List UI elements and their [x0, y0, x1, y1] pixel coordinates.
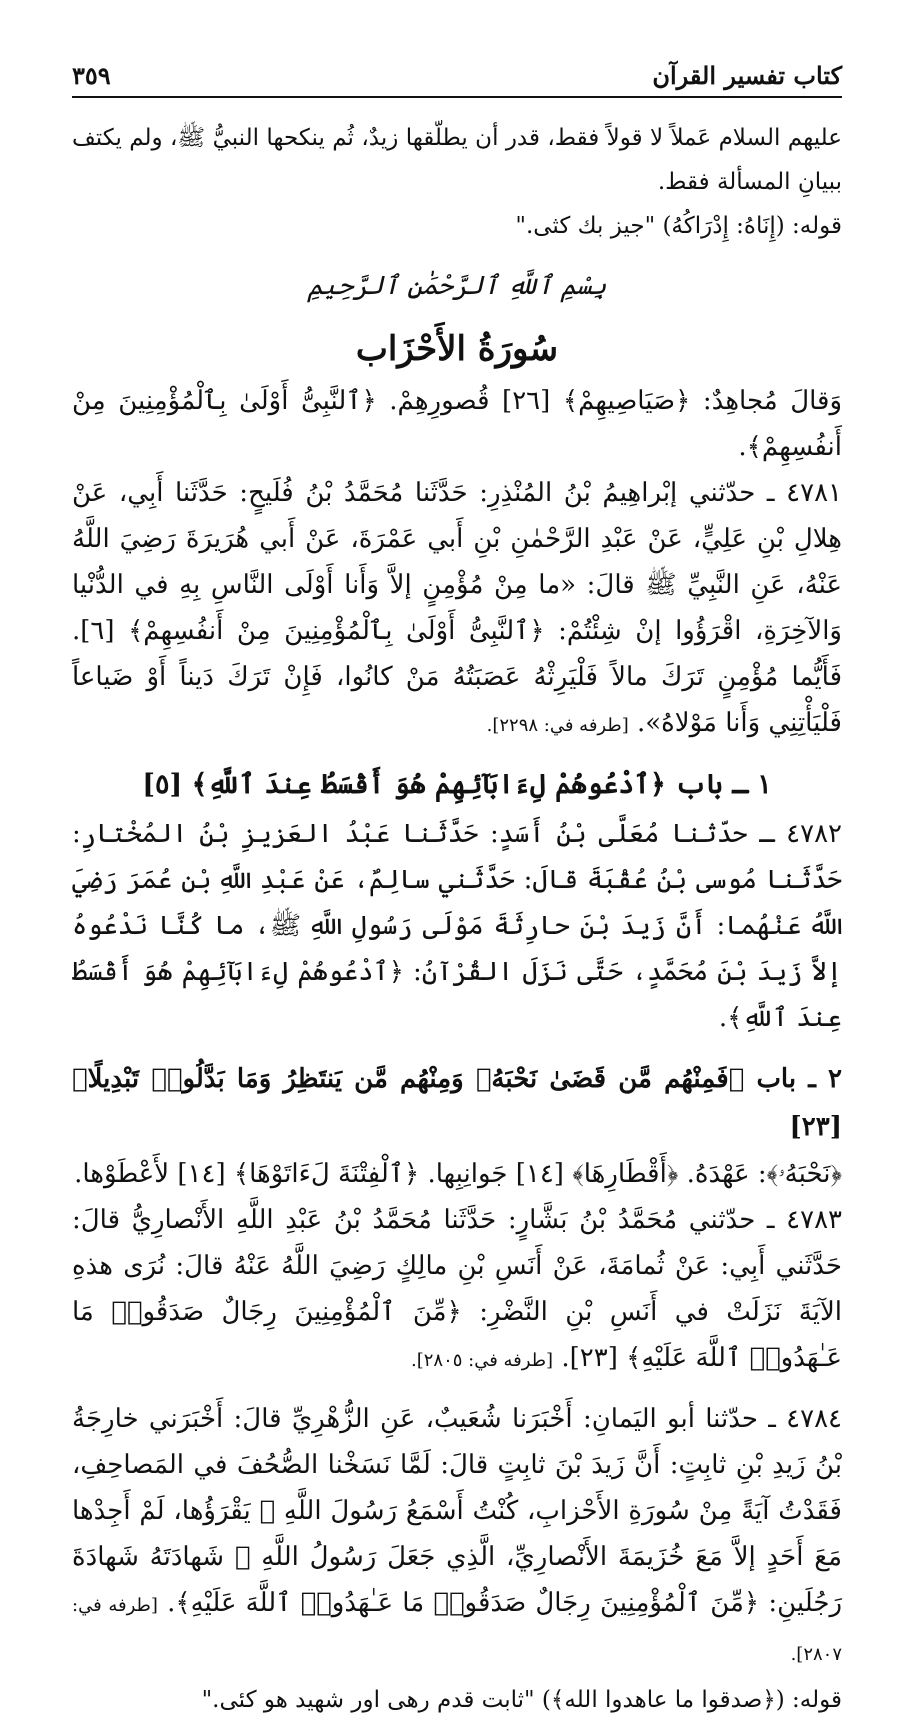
commentary-quote-2: قوله: (﴿صدقوا ما عاهدوا الله﴾) "ثابت قدم رهى اور شهيد هو كئى.": [201, 1687, 842, 1713]
hadith-reference: [طرفه في: ٢٨٠٧].: [72, 1595, 842, 1665]
basmala: بِسْمِ ٱللَّهِ ٱلرَّحْمَٰنِ ٱلرَّحِيمِ: [307, 271, 607, 301]
chapter-gloss: ﴿نَحْبَهُۥ﴾: عَهْدَهُ. ﴿أَقْطَارِهَا﴾ [١٤] جَوانِبِها. ﴿ٱلْفِتْنَةَ لَءَاتَوْهَا﴾ [١٤] لأَعْطَوْها.: [74, 1159, 842, 1189]
hadith-text: ٤٧٨٣ ـ حدّثني مُحَمَّدُ بْنُ بَشَّارٍ: حَدَّثَنا مُحَمَّدُ بْنُ عَبْدِ اللَّهِ الأَنْصارِيُّ قالَ: حَدَّثَني أَبِي: عَنْ ثُمامَةَ، عَنْ أَنَسِ بْنِ مالِكٍ رَضِيَ اللَّهُ عَنْهُ قالَ: نُرَى هذهِ الآيَةَ نَزَلَتْ في أَنَسِ بْنِ النَّضْرِ: ﴿مِّنَ ٱلْمُؤْمِنِينَ رِجَالٌ صَدَقُوا۟ مَا عَـٰهَدُوا۟ ٱللَّهَ عَلَيْهِ﴾ [٢٣].: [72, 1205, 842, 1373]
page-number: ٣٥٩: [72, 61, 111, 90]
chapter-heading-1: ١ ـ باب ﴿ٱدْعُوهُمْ لِءَابَآئِهِمْ هُوَ أَقْسَطُ عِندَ ٱللَّهِ﴾ [٥]: [142, 769, 772, 800]
hadith-4783: [72, 1197, 842, 1384]
hadith-text: ٤٧٨١ ـ حدّثني إبْراهِيمُ بْنُ المُنْذِرِ: حَدَّثَنا مُحَمَّدُ بْنُ فُلَيحٍ: حَدَّثَنا أَبِي، عَنْ هِلالِ بْنِ عَلِيٍّ، عَنْ عَبْدِ الرَّحْمٰنِ بْنِ أَبي عَمْرَةَ، عَنْ أَبي هُرَيرَةَ رَضِيَ اللَّهُ عَنْهُ، عَنِ النَّبِيِّ ﷺ قالَ: «ما مِنْ مُؤْمِنٍ إلاَّ وَأَنا أَوْلَى النَّاسِ بِهِ في الدُّنْيا وَالآخِرَةِ، اقْرَؤُوا إنْ شِئْتُمْ: ﴿ٱلنَّبِىُّ أَوْلَىٰ بِٱلْمُؤْمِنِينَ مِنْ أَنفُسِهِمْ﴾ [٦]. فَأَيُّما مُؤْمِنٍ تَرَكَ مالاً فَلْيَرِثْهُ عَصَبَتُهُ مَنْ كانُوا، فَإِنْ تَرَكَ دَيناً أَوْ ضَياعاً فَلْيَأْتِنِي وَأَنا مَوْلاهُ».: [72, 478, 842, 738]
hadith-reference: [طرفه في: ٢٨٠٥].: [410, 1350, 554, 1371]
running-header: [72, 58, 842, 98]
hadith-4784: [72, 1396, 842, 1678]
chapter-heading-2: ٢ ـ باب ﴿فَمِنْهُم مَّن قَضَىٰ نَحْبَهُۥ وَمِنْهُم مَّن يَنتَظِرُ وَمَا بَدَّلُوا۟ تَبْدِيلًا﴾ [٢٣]: [72, 1064, 842, 1142]
commentary-quote: قوله: (إِنَاهُ: إِدْرَاكُهُ) "جيز بك كثى.": [515, 213, 842, 239]
hadith-4781: [72, 470, 842, 749]
hadith-text: ٤٧٨٤ ـ حدّثنا أبو اليَمانِ: أَخْبَرَنا شُعَيبٌ، عَنِ الزُّهْرِيِّ قالَ: أَخْبَرَني خارِجَةُ بْنُ زَيدِ بْنِ ثابِتٍ: أَنَّ زَيدَ بْنَ ثابِتٍ قالَ: لَمَّا نَسَخْنا الصُّحُفَ في المَصاحِفِ، فَقَدْتُ آيَةً مِنْ سُورَةِ الأَحْزابِ، كُنْتُ أَسْمَعُ رَسُولَ اللَّهِ ﷺ يَقْرَؤُها، لَمْ أَجِدْها مَعَ أَحَدٍ إلاَّ مَعَ خُزَيمَةَ الأَنْصارِيِّ، الَّذِي جَعَلَ رَسُولُ اللَّهِ ﷺ شَهادَتَهُ شَهادَةَ رَجُلَينِ: ﴿مِّنَ ٱلْمُؤْمِنِينَ رِجَالٌ صَدَقُوا۟ مَا عَـٰهَدُوا۟ ٱللَّهَ عَلَيْهِ﴾.: [72, 1404, 842, 1618]
page-body: [72, 116, 842, 1722]
hadith-reference: [طرفه في: ٢٢٩٨].: [486, 715, 629, 736]
surah-title: سُورَةُ الأَحْزَاب: [355, 329, 559, 369]
book-title: كتاب تفسير القرآن: [652, 61, 842, 90]
hadith-4782: ٤٧٨٢ ـ حدّثنا مُعَلَّى بْنُ أَسَدٍ: حَدَّثَنا عَبْدُ العَزيزِ بْنُ المُخْتارِ: حَدَّثَنا مُوسى بْنُ عُقْبَةَ قالَ: حَدَّثَني سالِمٌ، عَنْ عَبْدِ اللَّهِ بْنِ عُمَرَ رَضِيَ اللَّهُ عَنْهُما: أَنَّ زَيدَ بْنَ حارِثَةَ مَوْلَى رَسُولِ اللَّهِ ﷺ، ما كُنَّا نَدْعُوهُ إلاَّ زَيدَ بْنَ مُحَمَّدٍ، حَتَّى نَزَلَ القُرْآنُ: ﴿ٱدْعُوهُمْ لِءَابَآئِهِمْ هُوَ أَقْسَطُ عِندَ ٱللَّهِ﴾.: [72, 819, 842, 1033]
mujahid-note: وَقالَ مُجاهِدٌ: ﴿صَيَاصِيهِمْ﴾ [٢٦] قُصورِهِمْ. ﴿ٱلنَّبِىُّ أَوْلَىٰ بِٱلْمُؤْمِنِينَ مِنْ أَنفُسِهِمْ﴾.: [72, 386, 842, 462]
paragraph-top: عليهم السلام عَملاً لا قولاً فقط، قدر أن يطلّقها زيدٌ، ثُم ينكحها النبيُّ ﷺ، ولم يكتف ببيانِ المسألة فقط.: [72, 125, 842, 195]
